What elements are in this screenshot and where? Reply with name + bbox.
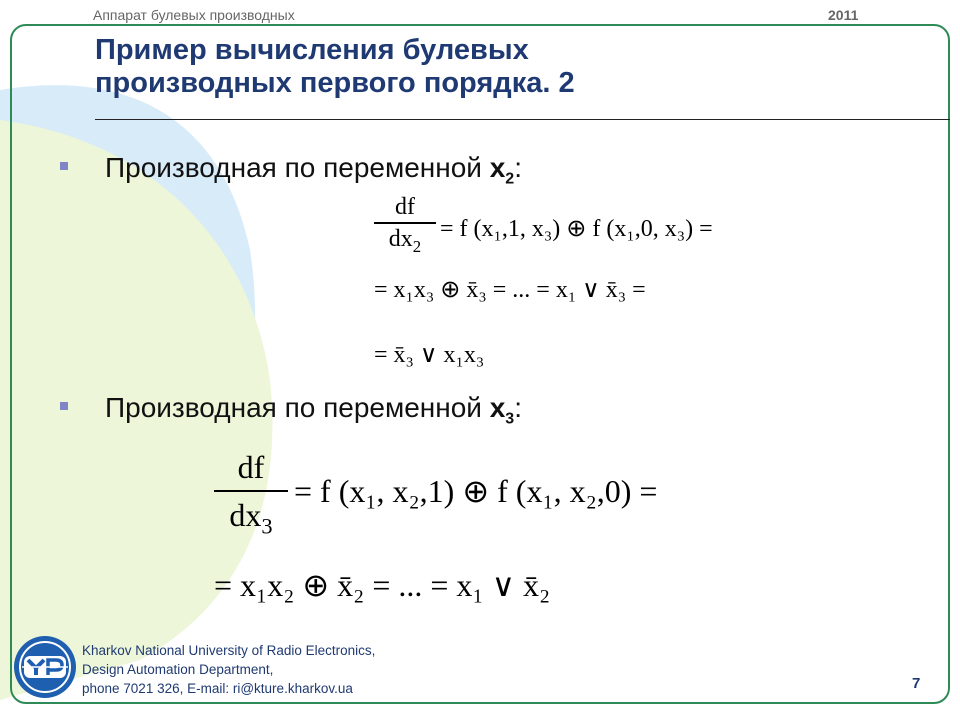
bullet-colon: : (514, 152, 522, 183)
fraction-numerator: df (214, 444, 288, 492)
footer-line-1: Kharkov National University of Radio Electronics, (82, 643, 376, 658)
header-year: 2011 (828, 7, 859, 23)
formula-1-line-1: = f (x₁,1, x₃) ⊕ f (x₁,0, x₃) = (440, 216, 713, 242)
derivative-fraction-1 (374, 192, 436, 262)
den-sub: 3 (261, 513, 273, 539)
page-number: 7 (912, 675, 921, 692)
footer-contact (82, 641, 375, 698)
footer-line-3: phone 7021 326, E-mail: ri@kture.kharkov.ua (82, 681, 353, 696)
formula-2-line-2: = x₁x₂ ⊕ x̄₂ = ... = x₁ ∨ x̄₂ (214, 567, 551, 603)
bullet-var: x (489, 392, 506, 423)
bullet-colon: : (514, 392, 522, 423)
slide-title (95, 34, 575, 100)
bullet-icon (60, 162, 68, 170)
formula-1-line-3: = x̄₃ ∨ x₁x₃ (374, 342, 485, 368)
footer-line-2: Design Automation Department, (82, 662, 274, 677)
derivative-fraction-2 (214, 444, 288, 549)
den-sub: 2 (412, 236, 422, 256)
fraction-numerator: df (374, 192, 436, 224)
formula-2-line-1: = f (x₁, x₂,1) ⊕ f (x₁, x₂,0) = (294, 473, 658, 509)
bullet-label: Производная по переменной (105, 392, 490, 423)
bullet-var-sub: 3 (505, 410, 515, 428)
bullet-icon (60, 402, 68, 410)
title-line-2: производных первого порядка. 2 (95, 67, 575, 99)
formula-1-line-2: = x₁x₃ ⊕ x̄₃ = ... = x₁ ∨ x̄₃ = (374, 277, 646, 303)
bullet-var: x (489, 152, 506, 183)
bullet-var-sub: 2 (505, 170, 515, 188)
bullet-text-2 (105, 392, 522, 429)
bullet-text-1 (105, 152, 522, 189)
den-text: dx (229, 497, 262, 533)
bullet-label: Производная по переменной (105, 152, 490, 183)
fraction-denominator (374, 224, 436, 262)
header-topic: Аппарат булевых производных (93, 7, 295, 23)
title-divider (95, 119, 950, 120)
den-text: dx (388, 226, 413, 252)
university-logo (12, 634, 78, 700)
title-line-1: Пример вычисления булевых (95, 34, 529, 66)
fraction-denominator (214, 492, 288, 549)
